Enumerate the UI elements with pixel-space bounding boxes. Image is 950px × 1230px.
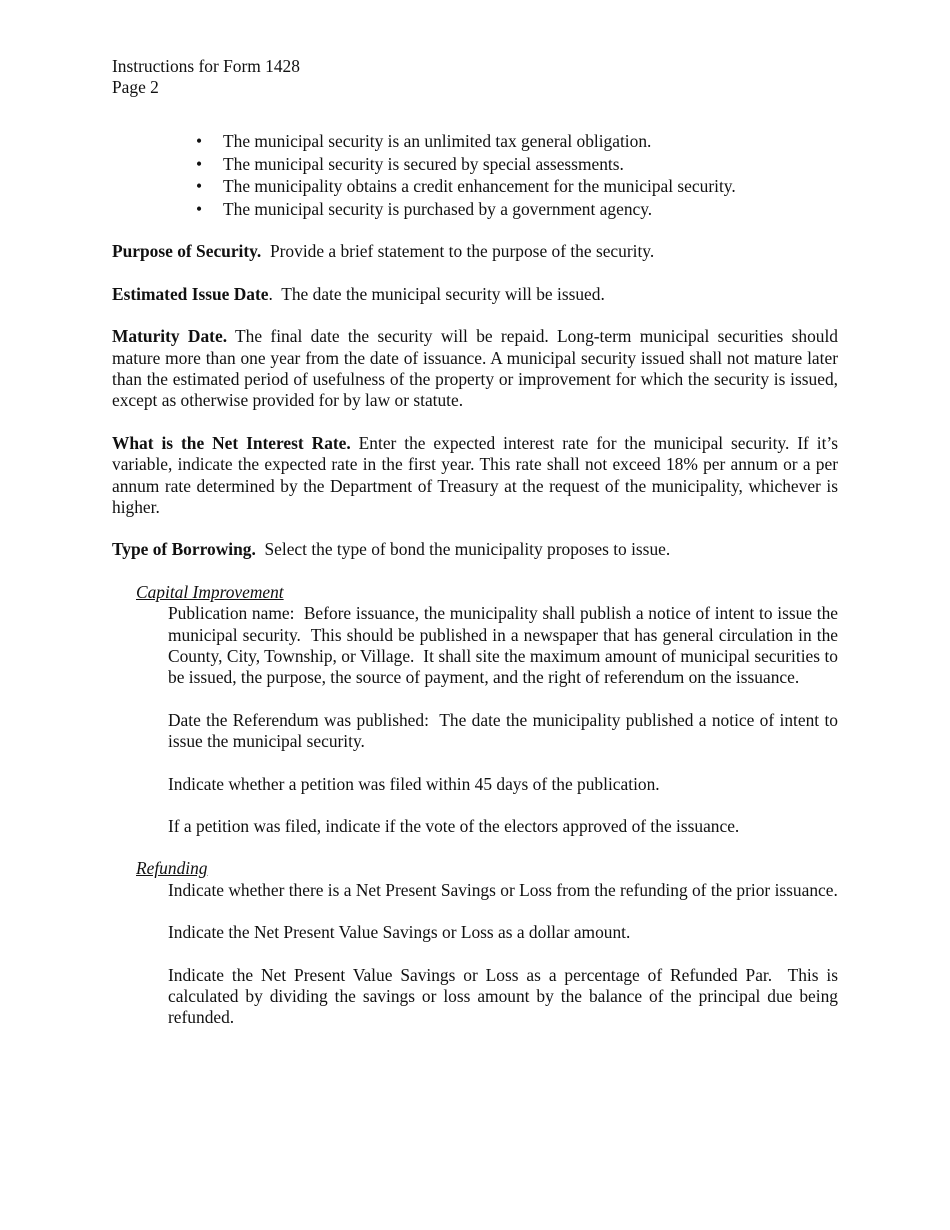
borrowing-text: Select the type of bond the municipality proposes to issue. (255, 539, 671, 560)
maturity-term: Maturity Date. (112, 326, 228, 347)
form-title: Instructions for Form 1428 (112, 56, 300, 76)
purpose-paragraph (112, 241, 838, 262)
condition-list (112, 131, 838, 221)
purpose-term: Purpose of Security. (112, 241, 262, 262)
list-item-text: The municipal security is purchased by a government agency. (223, 198, 653, 219)
list-item (196, 154, 838, 175)
borrowing-term: Type of Borrowing. (112, 539, 256, 560)
interest-term: What is the Net Interest Rate. (112, 432, 351, 453)
net-present-savings-paragraph: Indicate whether there is a Net Present Savings or Loss from the refunding of the prior issuance. (168, 879, 838, 900)
refunding-section (168, 879, 843, 1029)
refunding-heading: Refunding (136, 858, 208, 879)
referendum-date-paragraph: Date the Referendum was published: The date the municipality published a notice of intent to issue the municipal security. (168, 709, 843, 752)
capital-improvement-section (168, 603, 843, 837)
bullet-icon: • (196, 198, 203, 219)
list-item-text: The municipality obtains a credit enhancement for the municipal security. (223, 176, 736, 197)
list-item-text: The municipal security is secured by special assessments. (223, 153, 624, 174)
list-item (196, 199, 838, 220)
list-item (196, 176, 838, 197)
document-page (112, 56, 843, 1029)
savings-percentage-paragraph: Indicate the Net Present Value Savings or Loss as a percentage of Refunded Par. This is calculated by dividing the savings or loss amount by the balance of the principal due being refunded. (168, 964, 843, 1028)
issue-date-paragraph (112, 284, 838, 305)
capital-improvement-heading: Capital Improvement (136, 581, 284, 602)
page-header (112, 56, 838, 99)
maturity-text: The final date the security will be repaid. Long-term municipal securities should mature more than one year from the date of issuance. A municipal security issued shall not mature later than the estimated period of usefulness of the property or improvement for which the security is issued, except as otherwise provided for by law or statute. (112, 326, 838, 411)
bullet-icon: • (196, 176, 203, 197)
purpose-text: Provide a brief statement to the purpose of the security. (261, 241, 655, 262)
issue-date-text: . The date the municipal security will be issued. (268, 283, 605, 304)
list-item-text: The municipal security is an unlimited tax general obligation. (223, 130, 652, 151)
publication-name-paragraph: Publication name: Before issuance, the municipality shall publish a notice of intent to issue the municipal security. This should be published in a newspaper that has general circulation in the County, City, Township, or Village. It shall site the maximum amount of municipal securities to be issued, the purpose, the source of payment, and the right of referendum on the issuance. (168, 603, 843, 688)
savings-dollar-paragraph: Indicate the Net Present Value Savings or Loss as a dollar amount. (168, 922, 631, 943)
issue-date-term: Estimated Issue Date (112, 283, 269, 304)
page-number: Page 2 (112, 77, 159, 98)
maturity-paragraph (112, 326, 838, 412)
petition-filed-paragraph: Indicate whether a petition was filed within 45 days of the publication. (168, 773, 660, 794)
bullet-icon: • (196, 153, 203, 174)
interest-text: Enter the expected interest rate for the municipal security. If it’s variable, indicate the expected rate in the first year. This rate shall not exceed 18% per annum or a per annum rate determined by the Department of Treasury at the request of the municipality, whichever is higher. (112, 432, 838, 517)
bullet-icon: • (196, 130, 203, 151)
elector-vote-paragraph: If a petition was filed, indicate if the vote of the electors approved of the issuance. (168, 816, 740, 837)
interest-paragraph (112, 433, 838, 519)
list-item (196, 131, 838, 152)
borrowing-paragraph (112, 539, 838, 560)
